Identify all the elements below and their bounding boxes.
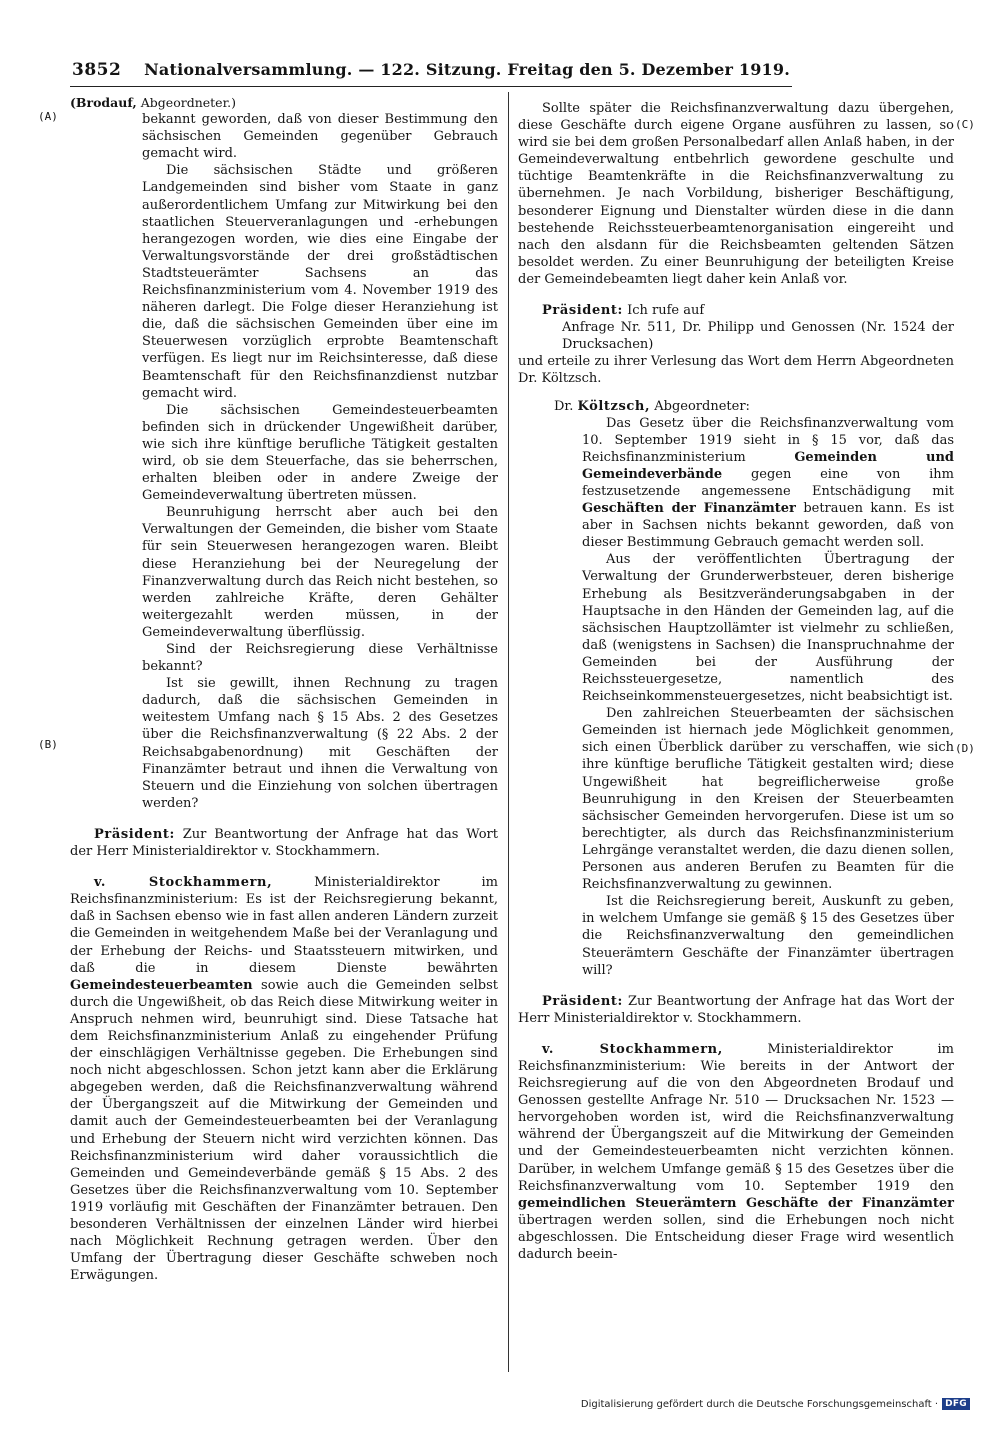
answer-text: sowie auch die Gemeinden selbst durch die Ungewißheit, ob das Reich diese Mitwirkung weiter in Anspruch nehmen wird, beunruhigt sind. Diese Tatsache hat dem Reichsfinanzministerium Anlaß zu eingehender Prüfung der einschlägigen Verhältnisse gegeben. Die Erhebungen sind noch nicht abgeschlossen. Schon jetzt kann aber die Erklärung abgegeben werden, daß die Reichsfinanzverwaltung während der Übergangszeit auf die Mitwirkung der Gemeinden und damit auch der Gemeindesteuerbeamten bei der Veranlagung und Erhebung der Steuern nicht wird verzichten können. Das Reichsfinanzministerium wird daher voraussichtlich die Gemeinden und Gemeindeverbände gemäß § 15 Abs. 2 des Gesetzes über die Reichsfinanzverwaltung vom 10. September 1919 vorläufig mit Geschäften der Finanzämter betrauen. Den besonderen Verhältnissen der einzelnen Länder wird hierbei nach Möglichkeit Rechnung getragen werden. Über den Umfang der Übertragung dieser Geschäfte schweben noch Erwägungen. bbox=[70, 977, 498, 1284]
president-statement bbox=[518, 993, 954, 1027]
paragraph bbox=[582, 415, 954, 552]
paragraph: Ist sie gewillt, ihnen Rechnung zu tragen dadurch, daß die sächsischen Gemeinden in weitestem Umfang nach § 15 Abs. 2 des Gesetzes über die Reichsfinanzverwaltung (§ 22 Abs. 2 der Reichsabgabenordnung) mit Geschäften der Finanzämter betraut und ihnen die Verwaltung von Steuern und die Einziehung von solchen übertragen werden? bbox=[142, 676, 498, 811]
margin-marker-b: (B) bbox=[38, 738, 58, 751]
inquiry-body bbox=[70, 111, 498, 812]
header-rule bbox=[70, 86, 792, 87]
speaker-name: v. Stockhammern, bbox=[542, 1041, 723, 1057]
speaker-name: Präsident: bbox=[94, 826, 175, 842]
answer-text: übertragen werden sollen, sind die Erhebungen noch nicht abgeschlossen. Die Entscheidung dieser Frage wird wesentlich dadurch beein- bbox=[518, 1212, 954, 1262]
footer-credit bbox=[581, 1398, 970, 1410]
speaker-note bbox=[70, 94, 498, 111]
paragraph: Ist die Reichsregierung bereit, Auskunft zu geben, in welchem Umfange sie gemäß § 15 des Gesetzes über die Reichsfinanzverwaltung den gemeindlichen Steuerämtern Geschäfte der Finanzämter übertragen will? bbox=[582, 894, 954, 978]
bold-term: gemeindlichen Steuerämtern Geschäfte der Finanzämter bbox=[518, 1195, 954, 1211]
statement-text: Zur Beantwortung der Anfrage hat das Wort der Herr Ministerialdirektor v. Stockhammern. bbox=[518, 993, 954, 1026]
column-divider bbox=[508, 92, 509, 1372]
left-column bbox=[70, 94, 498, 1284]
statement-text: Zur Beantwortung der Anfrage hat das Wort der Herr Ministerialdirektor v. Stockhammern. bbox=[70, 826, 498, 860]
bold-term: Gemeindesteuerbeamten bbox=[70, 977, 253, 993]
speaker-name: Präsident: bbox=[542, 303, 623, 319]
speaker-note-name: (Brodauf, bbox=[70, 95, 137, 110]
margin-marker-c: (C) bbox=[955, 118, 975, 131]
speaker-role: Abgeordneter: bbox=[654, 398, 750, 414]
stockhammern-answer bbox=[518, 1041, 954, 1263]
bold-term: Gemeinden und Gemeindeverbände bbox=[582, 449, 954, 482]
inquiry-body bbox=[518, 415, 954, 979]
speaker-name: Präsident: bbox=[542, 993, 623, 1009]
running-title: Nationalversammlung. — 122. Sitzung. Freitag den 5. Dezember 1919. bbox=[144, 60, 790, 79]
speaker-note-role: Abgeordneter.) bbox=[140, 95, 237, 110]
paragraph: Den zahlreichen Steuerbeamten der sächsischen Gemeinden ist hiernach jede Möglichkeit genommen, sich einen Überblick darüber zu verschaffen, wie sich ihre künftige berufliche Tätigkeit gestalten wird; diese Ungewißheit hat begreiflicherweise große Beunruhigung in den Kreisen der Steuerbeamten sächsischer Gemeinden hervorgerufen. Diese ist um so berechtigter, als durch das Reichsfinanzministerium Lehrgänge veranstaltet werden, die dazu dienen sollen, Personen aus anderen Berufen zu Beamten für die Reichsfinanzverwaltung zu gewinnen. bbox=[582, 706, 954, 893]
speaker-name: Költzsch, bbox=[577, 398, 651, 414]
stockhammern-answer bbox=[70, 874, 498, 1284]
paragraph: Beunruhigung herrscht aber auch bei den Verwaltungen der Gemeinden, die bisher vom Staate für sein Steuerwesen herangezogen waren. Bleibt diese Heranziehung bei der Neuregelung der Finanzverwaltung durch das Reich nicht bestehen, so werden zahlreiche Kräfte, deren Gehälter weitergezahlt werden müssen, in der Gemeindeverwaltung überflüssig. bbox=[142, 505, 498, 640]
statement-text: Ich rufe auf bbox=[627, 303, 705, 319]
paragraph: Sind der Reichsregierung diese Verhältnisse bekannt? bbox=[142, 642, 498, 675]
right-column bbox=[518, 100, 954, 1263]
paragraph: Aus der veröffentlichten Übertragung der Verwaltung der Grunderwerbsteuer, deren bisherige Erhebung als Besitzveränderungsabgaben in der Hauptsache in den Händen der Gemeinden lag, auf die sächsischen Hauptzollämter ist vielmehr zu schließen, daß (wenigstens in Sachsen) die Inanspruchnahme der Gemeinden bei der Ausführung der Reichssteuergesetze, namentlich des Reichseinkommensteuergesetzes, nicht beabsichtigt ist. bbox=[582, 552, 954, 705]
dfg-logo: DFG bbox=[942, 1398, 970, 1410]
footer-text: Digitalisierung gefördert durch die Deutsche Forschungsgemeinschaft · bbox=[580, 1398, 939, 1410]
speaker-line bbox=[518, 398, 954, 415]
paragraph: Die sächsischen Städte und größeren Landgemeinden sind bisher vom Staate in ganz außerordentlichem Umfang zur Mitwirkung bei den staatlichen Steuerveranlagungen und -erhebungen herangezogen worden, wie dies eine Eingabe der Verwaltungsvorstände der drei großstädtischen Stadtsteuerämter Sachsens an das Reichsfinanzministerium vom 4. November 1919 des näheren darlegt. Die Folge dieser Heranziehung ist die, daß die sächsischen Gemeinden über eine im Steuerwesen vorzüglich erprobte Beamtenschaft verfügen. Es liegt nur im Reichsinteresse, daß diese Beamtenschaft für den Reichsfinanzdienst nutzbar gemacht wird. bbox=[142, 163, 498, 401]
speaker-title: Dr. bbox=[554, 398, 574, 414]
president-statement bbox=[70, 826, 498, 860]
paragraph: bekannt geworden, daß von dieser Bestimmung den sächsischen Gemeinden gegenüber Gebrauch gemacht wird. bbox=[142, 112, 498, 162]
page-number: 3852 bbox=[72, 60, 122, 80]
paragraph: Sollte später die Reichsfinanzverwaltung dazu übergehen, diese Geschäfte durch eigene Organe ausführen zu lassen, so wird sie bei dem großen Personalbedarf allen Anlaß haben, in der Gemeindeverwaltung entbehrlich gewordene geschulte und tüchtige Beamtenkräfte in die Reichsfinanzverwaltung zu übernehmen. Je nach Vorbildung, bisheriger Beschäftigung, besonderer Eignung und Dienstalter würden diese in die dann bestehende Reichssteuerbeamtenorganisation eingereiht und nach den alsdann für die Reichsbeamten geltenden Sätzen besoldet werden. Zu einer Beunruhigung der beteiligten Kreise der Gemeindebeamten liegt daher kein Anlaß vor. bbox=[518, 101, 954, 287]
bold-term: Geschäften der Finanzämter bbox=[582, 501, 796, 517]
page-header bbox=[72, 60, 790, 84]
president-call bbox=[518, 302, 954, 319]
answer-text: Ministerialdirektor im Reichsfinanzministerium: Wie bereits in der Antwort der Reichsregierung auf die von den Abgeordneten Brodauf und Genossen gestellte Anfrage Nr. 510 — Drucksachen Nr. 1523 — hervorgehoben worden ist, wird die Reichsfinanzverwaltung während der Übergangszeit auf die Mitwirkung der Gemeinden und der Gemeindesteuerbeamten nicht verzichten können. Darüber, in welchem Umfange gemäß § 15 des Gesetzes über die Reichsfinanzverwaltung vom 10. September 1919 den bbox=[518, 1041, 954, 1194]
text-run: Das Gesetz über die Reichsfinanzverwaltung vom 10. September 1919 sieht in § 15 vor, daß das Reichsfinanzministerium bbox=[582, 415, 954, 465]
text-run: gegen eine von ihm festzusetzende angemessene Entschädigung mit bbox=[582, 466, 954, 499]
paragraph: Die sächsischen Gemeindesteuerbeamten befinden sich in drückender Ungewißheit darüber, wie sich ihre künftige berufliche Tätigkeit gestalten wird, ob sie dem Steuerfache, das sie beherrschen, erhalten bleiben oder in andere Zweige der Gemeindeverwaltung übertreten müssen. bbox=[142, 402, 498, 504]
text-run: betrauen kann. Es ist aber in Sachsen nichts bekannt geworden, daß von dieser Bestimmung Gebrauch gemacht werden soll. bbox=[582, 501, 954, 551]
speaker-name: v. Stockhammern, bbox=[94, 875, 273, 891]
inquiry-reference: Anfrage Nr. 511, Dr. Philipp und Genossen (Nr. 1524 der Drucksachen) bbox=[562, 320, 954, 353]
margin-marker-a: (A) bbox=[38, 110, 58, 123]
answer-text: Ministerialdirektor im Reichsfinanzministerium: Es ist der Reichsregierung bekannt, daß in Sachsen ebenso wie in fast allen anderen Ländern zurzeit die Gemeinden in weitgehendem Maße bei der Veranlagung und der Erhebung der Reichs- und Staatssteuern mitwirken, und daß die in diesem Dienste bewährten bbox=[70, 875, 499, 976]
statement-text: und erteile zu ihrer Verlesung das Wort dem Herrn Abgeordneten Dr. Költzsch. bbox=[518, 354, 954, 387]
margin-marker-d: (D) bbox=[955, 742, 975, 755]
